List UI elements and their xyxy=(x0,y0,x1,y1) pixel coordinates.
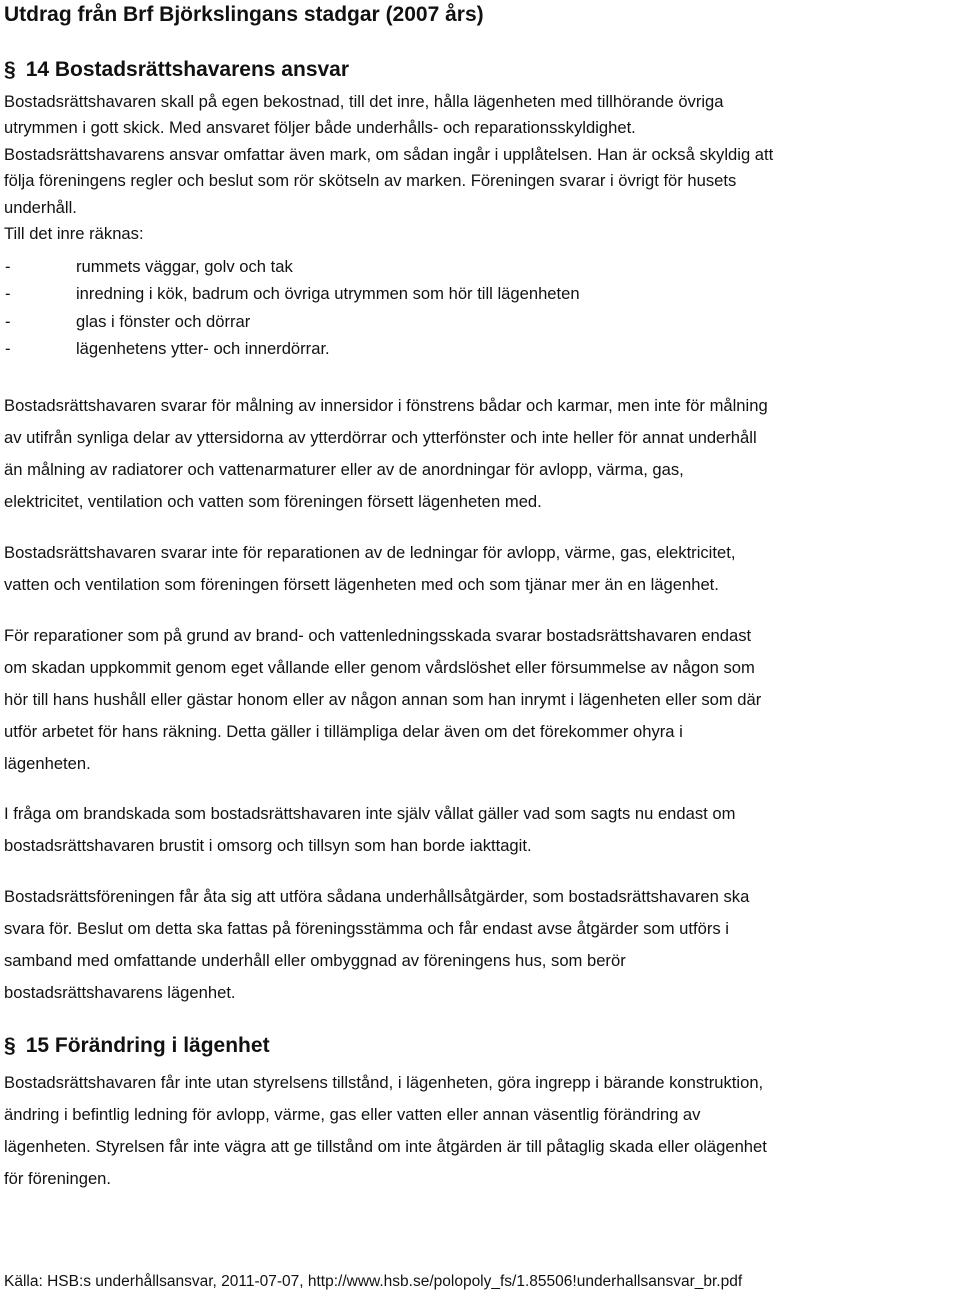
paragraph-fire xyxy=(4,798,954,862)
list-item: - rummets väggar, golv och tak xyxy=(5,257,293,276)
text-line: svara för. Beslut om detta ska fattas på föreningsstämma och får endast avse åtgärder som utförs i xyxy=(4,919,729,938)
text-line: än målning av radiatorer och vattenarmaturer eller av de anordningar för avlopp, värma, gas, xyxy=(4,460,684,479)
section-symbol: § xyxy=(4,1034,16,1057)
text-line: lägenheten. xyxy=(4,754,91,773)
source-footer: Källa: HSB:s underhållsansvar, 2011-07-07, http://www.hsb.se/polopoly_fs/1.85506!underhallsansvar_br.pdf xyxy=(4,1273,743,1290)
section-symbol: § xyxy=(4,58,16,81)
text-line: ändring i befintlig ledning för avlopp, värme, gas eller vatten eller annan väsentlig förändring av xyxy=(4,1105,701,1124)
text-line: utför arbetet för hans räkning. Detta gäller i tillämpliga delar även om det förekommer ohyra i xyxy=(4,722,683,741)
text-line: hör till hans hushåll eller gästar honom eller av någon annan som han inrymt i lägenheten eller som där xyxy=(4,690,762,709)
text-line: bostadsrättshavaren brustit i omsorg och tillsyn som han borde iakttagit. xyxy=(4,836,532,855)
text-line: Bostadsrättsföreningen får åta sig att utföra sådana underhållsåtgärder, som bostadsrättshavaren ska xyxy=(4,887,750,906)
inner-parts-list xyxy=(4,253,954,362)
section-14-title: 14 Bostadsrättshavarens ansvar xyxy=(25,58,350,81)
text-line: för föreningen. xyxy=(4,1169,112,1188)
paragraph-damage xyxy=(4,620,954,780)
intro-line: underhåll. xyxy=(4,197,77,217)
intro-line: Bostadsrättshavaren skall på egen bekostnad, till det inre, hålla lägenheten med tillhörande övriga xyxy=(4,92,724,111)
intro-line: Bostadsrättshavarens ansvar omfattar även mark, om sådan ingår i upplåtelsen. Han är också skyldig att xyxy=(4,144,774,164)
text-line: Bostadsrättshavaren får inte utan styrelsens tillstånd, i lägenheten, göra ingrepp i bärande konstruktion, xyxy=(4,1073,764,1092)
list-item: - lägenhetens ytter- och innerdörrar. xyxy=(5,338,330,358)
text-line: vatten och ventilation som föreningen försett lägenheten med och som tjänar mer än en lägenhet. xyxy=(4,575,719,594)
text-line: om skadan uppkommit genom eget vållande eller genom vårdslöshet eller försummelse av någon som xyxy=(4,658,755,677)
list-intro: Till det inre räknas: xyxy=(4,224,144,244)
text-line: Bostadsrättshavaren svarar inte för reparationen av de ledningar för avlopp, värme, gas, elektricitet, xyxy=(4,543,736,562)
text-line: elektricitet, ventilation och vatten som föreningen försett lägenheten med. xyxy=(4,492,542,511)
text-line: I fråga om brandskada som bostadsrättshavaren inte själv vållat gäller vad som sagts nu endast om xyxy=(4,804,736,823)
text-line: lägenheten. Styrelsen får inte vägra att ge tillstånd om inte åtgärden är till påtaglig skada eller olägenhet xyxy=(4,1137,767,1156)
paragraph-painting xyxy=(4,390,954,518)
paragraph-association xyxy=(4,881,954,1009)
list-item: - inredning i kök, badrum och övriga utrymmen som hör till lägenheten xyxy=(5,284,580,304)
paragraph-changes xyxy=(4,1067,954,1195)
intro-line: följa föreningens regler och beslut som rör skötseln av marken. Föreningen svarar i övrigt för husets xyxy=(4,171,737,191)
section-15-heading xyxy=(4,1034,270,1058)
list-item: - glas i fönster och dörrar xyxy=(5,311,251,331)
document-title: Utdrag från Brf Björkslingans stadgar (2007 års) xyxy=(4,3,484,26)
text-line: bostadsrättshavarens lägenhet. xyxy=(4,983,236,1002)
text-line: av utifrån synliga delar av yttersidorna av ytterdörrar och ytterfönster och inte heller för annat underhåll xyxy=(4,428,757,447)
paragraph-pipes xyxy=(4,537,954,601)
text-line: samband med omfattande underhåll eller ombyggnad av föreningens hus, som berör xyxy=(4,951,626,970)
text-line: För reparationer som på grund av brand- och vattenledningsskada svarar bostadsrättshavaren endast xyxy=(4,626,752,645)
intro-line: utrymmen i gott skick. Med ansvaret följer både underhålls- och reparationsskyldighet. xyxy=(4,118,636,138)
section-14-intro xyxy=(4,89,954,247)
text-line: Bostadsrättshavaren svarar för målning av innersidor i fönstrens bådar och karmar, men inte för målning xyxy=(4,396,768,415)
section-14-heading xyxy=(4,58,349,82)
section-15-title: 15 Förändring i lägenhet xyxy=(25,1034,270,1057)
